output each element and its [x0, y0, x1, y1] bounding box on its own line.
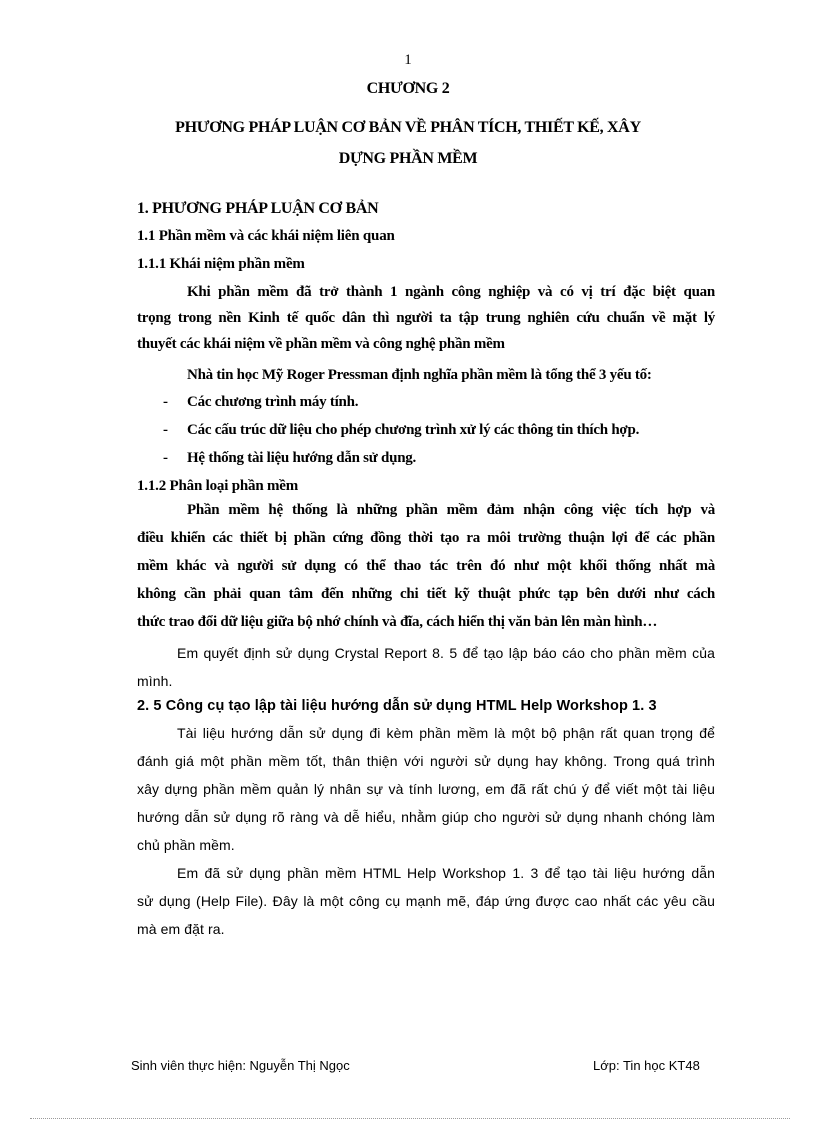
subsection-heading-1-1: 1.1 Phần mềm và các khái niệm liên quan [137, 228, 395, 244]
paragraph-1-line-1: Khi phần mềm đã trở thành 1 ngành công nghiệp và có vị trí đặc biệt quan [187, 284, 715, 300]
paragraph-4-line-1: Em quyết định sử dụng Crystal Report 8. 5 để tạo lập báo cáo cho phần mềm của [177, 645, 715, 661]
paragraph-3-line-4: không cần phải quan tâm đến những chi tiết kỹ thuật phức tạp bên dưới như cách [137, 586, 715, 602]
paragraph-3-line-2: điều khiển các thiết bị phần cứng đồng thời tạo ra môi trường thuận lợi để các phần [137, 530, 715, 546]
bullet-marker: - [163, 422, 168, 438]
subsection-heading-1-1-1: 1.1.1 Khái niệm phần mềm [137, 256, 305, 272]
paragraph-5-line-2: đánh giá một phần mềm tốt, thân thiện với người sử dụng hay không. Trong quá trình [137, 753, 715, 769]
bullet-marker: - [163, 394, 168, 410]
paragraph-2: Nhà tin học Mỹ Roger Pressman định nghĩa phần mềm là tổng thể 3 yếu tố: [187, 367, 652, 383]
subsection-heading-1-1-2: 1.1.2 Phân loại phần mềm [137, 478, 299, 494]
page-bottom-divider [30, 1118, 790, 1119]
paragraph-5-line-4: hướng dẫn sử dụng rõ ràng và dễ hiểu, nhằm giúp cho người sử dụng nhanh chóng làm [137, 809, 715, 825]
footer-student: Sinh viên thực hiện: Nguyễn Thị Ngọc [131, 1058, 350, 1073]
page-number: 1 [404, 52, 412, 68]
paragraph-5-line-5: chủ phần mềm. [137, 837, 235, 853]
bullet-item: Hệ thống tài liệu hướng dẫn sử dụng. [187, 450, 417, 466]
paragraph-4-line-2: mình. [137, 673, 173, 689]
chapter-title-line-2: DỰNG PHẦN MỀM [338, 150, 478, 167]
bullet-item: Các cấu trúc dữ liệu cho phép chương trình xử lý các thông tin thích hợp. [187, 422, 640, 438]
paragraph-6-line-1: Em đã sử dụng phần mềm HTML Help Workshop 1. 3 để tạo tài liệu hướng dẫn [177, 865, 715, 881]
chapter-title [120, 112, 696, 174]
chapter-heading: CHƯƠNG 2 [366, 80, 450, 97]
bullet-marker: - [163, 450, 168, 466]
paragraph-3-line-5: thức trao đổi dữ liệu giữa bộ nhớ chính và đĩa, cách hiển thị văn bản lên màn hình… [137, 614, 658, 630]
paragraph-5-line-1: Tài liệu hướng dẫn sử dụng đi kèm phần mềm là một bộ phận rất quan trọng để [177, 725, 715, 741]
footer-class: Lớp: Tin học KT48 [593, 1058, 700, 1073]
paragraph-1-line-3: thuyết các khái niệm về phần mềm và công nghệ phần mềm [137, 336, 505, 352]
paragraph-3-line-1: Phần mềm hệ thống là những phần mềm đảm nhận công việc tích hợp và [187, 502, 715, 518]
paragraph-6-line-2: sử dụng (Help File). Đây là một công cụ mạnh mẽ, đáp ứng được cao nhất các yêu cầu [137, 893, 715, 909]
paragraph-3-line-3: mềm khác và người sử dụng có thể thao tác trên đó như một khối thống nhất mà [137, 558, 715, 574]
section-heading-2-5: 2. 5 Công cụ tạo lập tài liệu hướng dẫn sử dụng HTML Help Workshop 1. 3 [137, 698, 657, 714]
paragraph-5-line-3: xây dựng phần mềm quản lý nhân sự và tính lương, em đã rất chú ý để viết một tài liệu [137, 781, 715, 797]
section-heading-1: 1. PHƯƠNG PHÁP LUẬN CƠ BẢN [137, 200, 379, 217]
chapter-title-line-1: PHƯƠNG PHÁP LUẬN CƠ BẢN VỀ PHÂN TÍCH, THIẾT KẾ, XÂY [175, 119, 641, 136]
bullet-item: Các chương trình máy tính. [187, 394, 359, 410]
paragraph-1-line-2: trọng trong nền Kinh tế quốc dân thì người ta tập trung nghiên cứu chuẩn về mặt lý [137, 310, 715, 326]
paragraph-6-line-3: mà em đặt ra. [137, 921, 225, 937]
